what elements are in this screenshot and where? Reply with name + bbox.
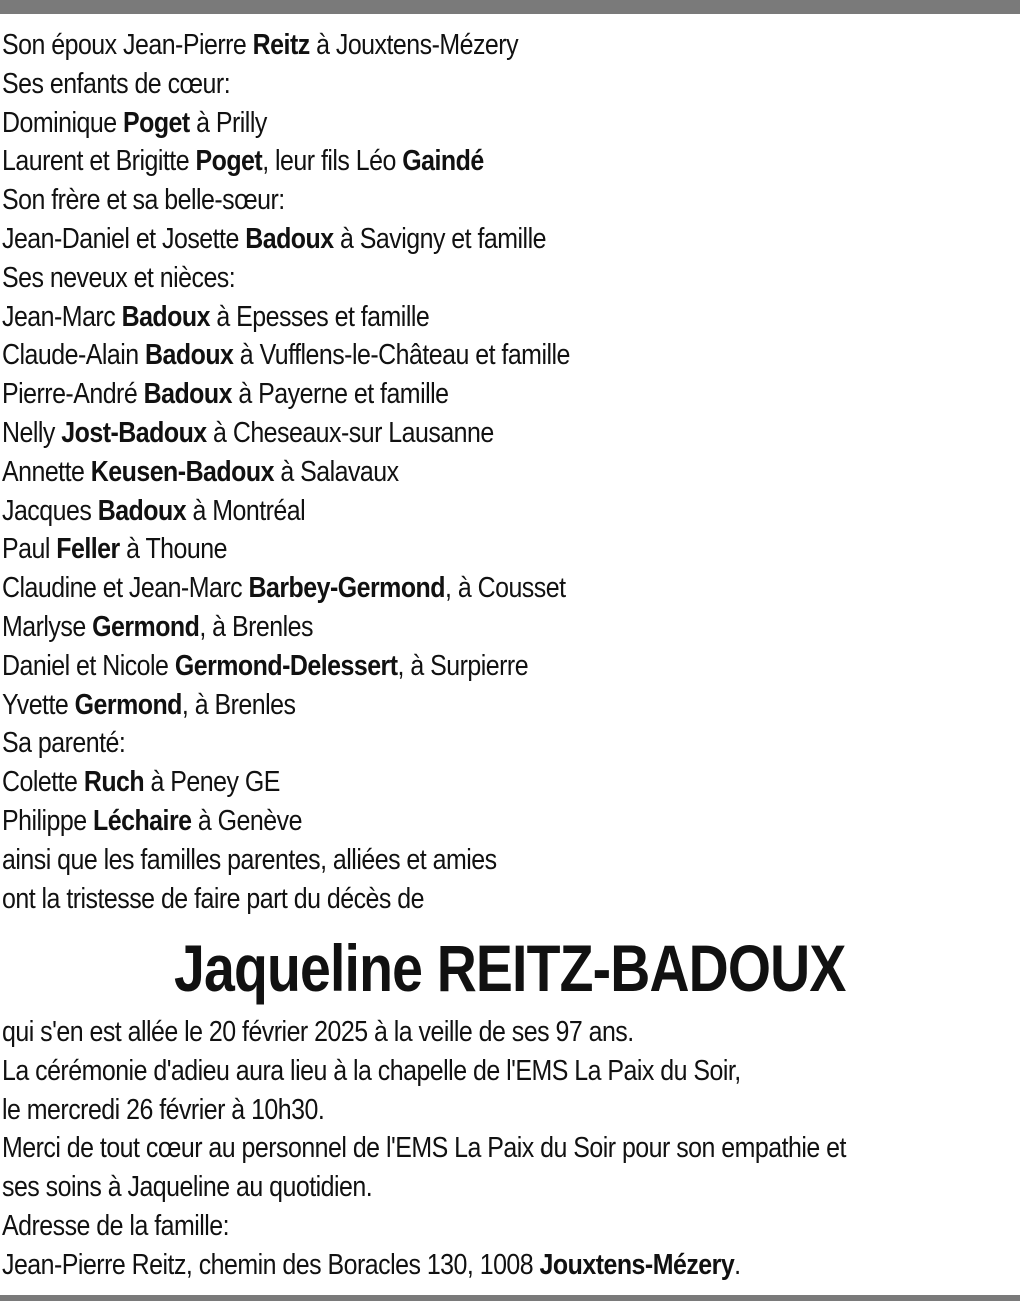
line-text: qui s'en est allée le 20 février 2025 à la veille de ses 97 ans. bbox=[2, 1016, 634, 1048]
bottom-divider bbox=[0, 1295, 1020, 1301]
closing-text bbox=[2, 1013, 1018, 1285]
line-text: à Genève bbox=[191, 804, 302, 837]
surname: Germond-Delessert bbox=[174, 649, 398, 682]
line-text: La cérémonie d'adieu aura lieu à la chapelle de l'EMS La Paix du Soir, bbox=[2, 1054, 741, 1087]
line-text: à Savigny et famille bbox=[333, 222, 546, 255]
surname: Reitz bbox=[252, 29, 310, 61]
line-text: , à Brenles bbox=[199, 610, 313, 643]
surname: Badoux bbox=[145, 339, 234, 372]
deceased-name-text: Jaqueline REITZ-BADOUX bbox=[174, 931, 846, 1005]
family-line bbox=[2, 220, 876, 259]
family-line bbox=[2, 142, 876, 181]
line-text: , à Cousset bbox=[445, 572, 566, 605]
line-text: ainsi que les familles parentes, alliées et amies bbox=[2, 843, 497, 876]
line-text: Dominique bbox=[2, 106, 123, 139]
line-text: à Payerne et famille bbox=[231, 378, 449, 411]
family-line bbox=[2, 336, 876, 375]
surname: Poget bbox=[195, 145, 263, 178]
surname: Jost-Badoux bbox=[61, 416, 207, 449]
line-text: Paul bbox=[2, 533, 57, 566]
line-text: Merci de tout cœur au personnel de l'EMS La Paix du Soir pour son empathie et bbox=[2, 1132, 846, 1165]
surname: Barbey-Germond bbox=[248, 572, 446, 605]
family-line bbox=[2, 686, 876, 725]
line-text: à Montréal bbox=[186, 494, 306, 527]
line-text: Colette bbox=[2, 766, 84, 799]
line-text: . bbox=[734, 1248, 741, 1281]
line-text: Laurent et Brigitte bbox=[2, 145, 196, 178]
closing-line bbox=[2, 1091, 876, 1130]
family-line bbox=[2, 530, 876, 569]
line-text: Annette bbox=[2, 455, 91, 488]
line-text: à Cheseaux-sur Lausanne bbox=[206, 416, 494, 449]
surname: Germond bbox=[92, 610, 200, 643]
line-text: , à Surpierre bbox=[397, 649, 529, 682]
family-line bbox=[2, 492, 876, 531]
family-line bbox=[2, 724, 876, 763]
closing-line bbox=[2, 1207, 876, 1246]
line-text: Jean-Marc bbox=[2, 300, 122, 333]
family-line bbox=[2, 65, 876, 104]
surname: Poget bbox=[122, 106, 190, 139]
line-text: Adresse de la famille: bbox=[2, 1209, 230, 1242]
line-text: Daniel et Nicole bbox=[2, 649, 175, 682]
surname: Badoux bbox=[245, 222, 334, 255]
line-text: Pierre-André bbox=[2, 378, 144, 411]
family-line bbox=[2, 298, 876, 337]
line-text: Jacques bbox=[2, 494, 98, 527]
line-text: à Peney GE bbox=[144, 766, 280, 799]
line-text: à Epesses et famille bbox=[209, 300, 430, 333]
deceased-name bbox=[0, 930, 1020, 1006]
line-text: Nelly bbox=[2, 416, 62, 449]
closing-line bbox=[2, 1129, 876, 1168]
surname: Feller bbox=[56, 533, 120, 566]
line-text: à Vufflens-le-Château et famille bbox=[233, 339, 570, 372]
family-list bbox=[2, 26, 1018, 918]
family-line bbox=[2, 608, 876, 647]
family-line bbox=[2, 104, 876, 143]
line-text: Yvette bbox=[2, 688, 75, 721]
family-line bbox=[2, 569, 876, 608]
line-text: Philippe bbox=[2, 804, 94, 837]
family-line bbox=[2, 841, 876, 880]
surname: Germond bbox=[74, 688, 182, 721]
line-text: à Thoune bbox=[119, 533, 227, 566]
line-text: Son frère et sa belle-sœur: bbox=[2, 184, 285, 217]
closing-line bbox=[2, 1052, 876, 1091]
family-line bbox=[2, 453, 876, 492]
line-text: ses soins à Jaqueline au quotidien. bbox=[2, 1171, 373, 1204]
line-text: Sa parenté: bbox=[2, 727, 126, 760]
family-line bbox=[2, 259, 876, 298]
line-text: Son époux Jean-Pierre bbox=[2, 29, 253, 61]
line-text: Ses neveux et nièces: bbox=[2, 261, 236, 294]
line-text: à Prilly bbox=[189, 106, 267, 139]
family-line bbox=[2, 26, 876, 65]
family-line bbox=[2, 802, 876, 841]
line-text: Ses enfants de cœur: bbox=[2, 67, 231, 100]
closing-line bbox=[2, 1168, 876, 1207]
top-divider bbox=[0, 0, 1020, 14]
line-text: ont la tristesse de faire part du décès de bbox=[2, 882, 424, 915]
family-line bbox=[2, 763, 876, 802]
surname: Ruch bbox=[83, 766, 145, 799]
line-text: le mercredi 26 février à 10h30. bbox=[2, 1093, 325, 1126]
surname: Gaindé bbox=[402, 145, 484, 178]
line-text: à Salavaux bbox=[273, 455, 399, 488]
family-line bbox=[2, 880, 876, 919]
line-text: Marlyse bbox=[2, 610, 93, 643]
family-line bbox=[2, 181, 876, 220]
surname: Badoux bbox=[121, 300, 210, 333]
surname: Badoux bbox=[97, 494, 187, 527]
line-text: à Jouxtens-Mézery bbox=[309, 29, 519, 61]
surname: Léchaire bbox=[93, 804, 192, 837]
line-text: , leur fils Léo bbox=[262, 145, 403, 178]
closing-line bbox=[2, 1013, 876, 1052]
family-line bbox=[2, 647, 876, 686]
line-text: Claude-Alain bbox=[2, 339, 146, 372]
closing-line bbox=[2, 1246, 876, 1285]
line-text: Claudine et Jean-Marc bbox=[2, 572, 249, 605]
surname: Jouxtens-Mézery bbox=[539, 1248, 735, 1281]
line-text: , à Brenles bbox=[181, 688, 296, 721]
line-text: Jean-Daniel et Josette bbox=[2, 222, 246, 255]
surname: Keusen-Badoux bbox=[90, 455, 274, 488]
family-line bbox=[2, 375, 876, 414]
surname: Badoux bbox=[143, 378, 232, 411]
family-line bbox=[2, 414, 876, 453]
line-text: Jean-Pierre Reitz, chemin des Boracles 130, 1008 bbox=[2, 1248, 540, 1281]
